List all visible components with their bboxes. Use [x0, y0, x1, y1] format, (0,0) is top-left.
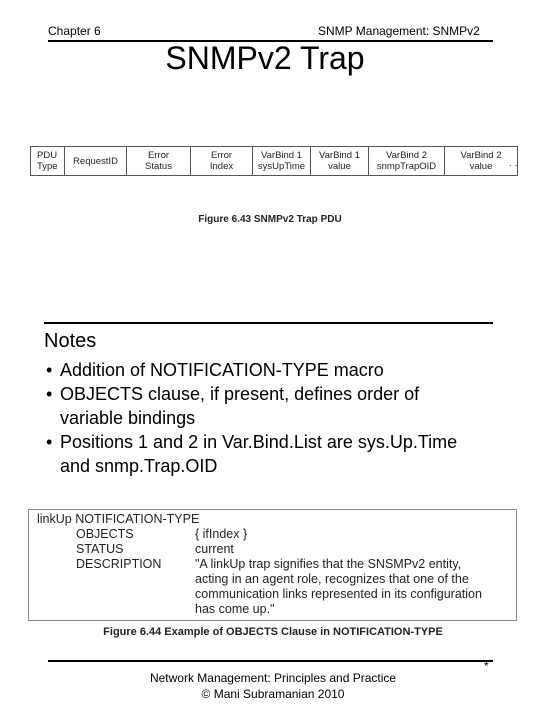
pdu-field-varbind1-value [311, 147, 369, 175]
pdu-field-line2: value [328, 161, 351, 172]
pdu-field-varbind2-value [445, 147, 517, 175]
bullet-icon: • [46, 360, 53, 380]
pdu-field-line1: PDU [37, 150, 58, 161]
footer-copyright: © Mani Subramanian 2010 [201, 687, 345, 701]
pdu-field-line2: sysUpTime [257, 161, 306, 172]
pdu-field-line1: RequestID [73, 155, 118, 167]
bullet-text: Positions 1 and 2 in Var.Bind.List are sys.Up.Time [60, 432, 458, 452]
list-item [46, 358, 516, 382]
description-keyword: DESCRIPTION [76, 557, 162, 571]
pdu-field-line2: value [469, 161, 493, 172]
bullet-icon: • [46, 432, 53, 452]
figure-caption-pdu: Figure 6.43 SNMPv2 Trap PDU [198, 214, 342, 225]
pdu-field-line2: Type [37, 161, 58, 172]
pdu-field-line1: VarBind 1 [260, 150, 302, 161]
list-item-continuation [46, 454, 516, 478]
objects-value: { ifIndex } [195, 527, 248, 541]
pdu-field-varbind1-name [253, 147, 311, 175]
pdu-field-line1: VarBind 1 [318, 150, 360, 161]
description-line: has come up." [195, 602, 275, 616]
list-item-continuation [46, 406, 516, 430]
description-line: acting in an agent role, recognizes that one of the [195, 572, 469, 586]
footer-star: * [484, 659, 489, 673]
pdu-field-line1: VarBind 2 [460, 150, 502, 161]
bullet-text: variable bindings [60, 408, 196, 428]
status-keyword: STATUS [76, 542, 124, 556]
footer-rule [48, 660, 493, 662]
description-line: communication links represented in its configuration [195, 587, 482, 601]
pdu-diagram [30, 146, 518, 176]
status-value: current [195, 542, 234, 556]
figure-caption-example: Figure 6.44 Example of OBJECTS Clause in NOTIFICATION-TYPE [103, 626, 443, 638]
topic-label: SNMP Management: SNMPv2 [318, 24, 480, 38]
pdu-field-line1: VarBind 2 [385, 150, 427, 161]
notes-rule [44, 322, 493, 324]
footer-book-title: Network Management: Principles and Practice [149, 671, 397, 685]
pdu-field-line1: Error [147, 150, 170, 161]
pdu-field-varbind2-name [369, 147, 445, 175]
pdu-field-error-status [127, 147, 191, 175]
slide-title: SNMPv2 Trap [165, 40, 365, 76]
bullet-text: and snmp.Trap.OID [60, 456, 218, 476]
notes-heading: Notes [44, 330, 97, 352]
pdu-continuation: . . [509, 158, 518, 169]
objects-keyword: OBJECTS [76, 527, 134, 541]
bullet-text: OBJECTS clause, if present, defines order of [60, 384, 420, 404]
pdu-field-error-index [191, 147, 253, 175]
notes-list [46, 358, 516, 478]
pdu-field-line2: Status [145, 161, 172, 172]
list-item [46, 382, 516, 406]
pdu-field-line1: Error [210, 150, 233, 161]
bullet-text: Addition of NOTIFICATION-TYPE macro [60, 360, 384, 380]
code-example-box [28, 509, 517, 621]
pdu-field-line2: snmpTrapOID [376, 161, 437, 172]
chapter-label: Chapter 6 [48, 24, 101, 38]
footer [120, 670, 426, 702]
list-item [46, 430, 516, 454]
macro-line: linkUp NOTIFICATION-TYPE [37, 512, 200, 526]
description-line: "A linkUp trap signifies that the SNSMPv2 entity, [195, 557, 462, 571]
pdu-field-pdu-type [31, 147, 65, 175]
bullet-icon: • [46, 384, 53, 404]
pdu-field-request-id [65, 147, 127, 175]
pdu-field-line2: Index [209, 161, 234, 172]
